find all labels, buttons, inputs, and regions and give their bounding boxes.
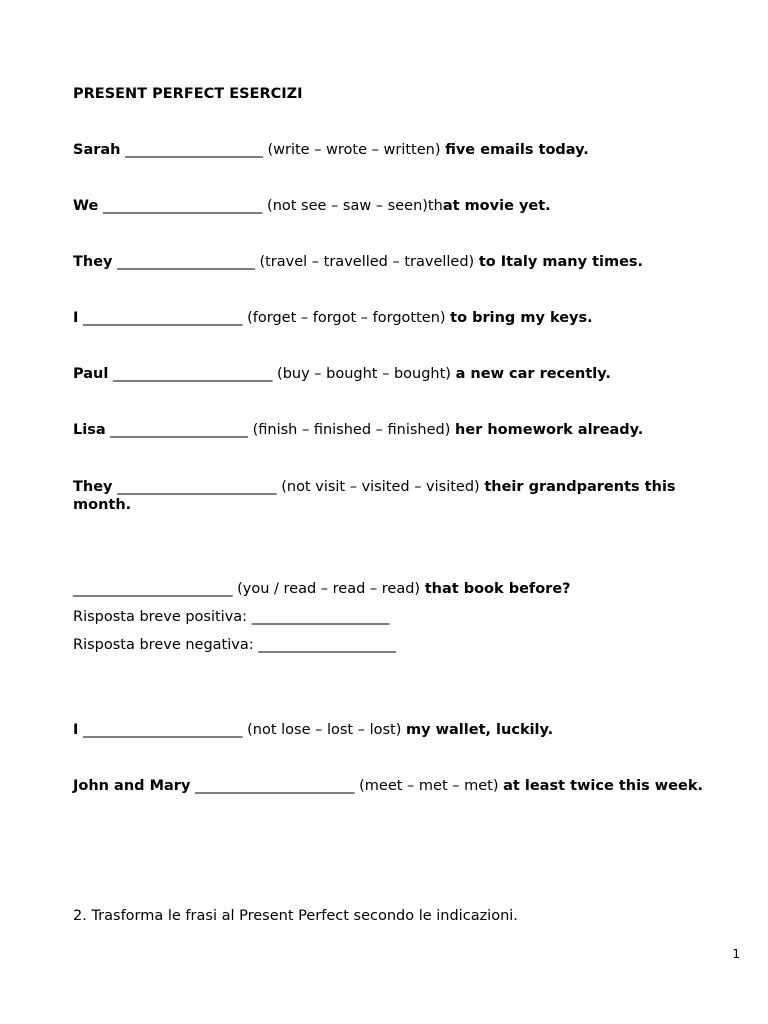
exercise-item [73, 253, 723, 271]
short-answer-positive [73, 608, 723, 626]
sentence-rest: at least twice this week. [503, 778, 703, 794]
short-answer-label: Risposta breve negativa: [73, 637, 254, 653]
answer-blank[interactable]: ______________________ [195, 778, 355, 794]
exercise-subject: Sarah [73, 142, 121, 158]
sentence-rest: at movie yet. [442, 198, 551, 214]
verb-forms: (finish – finished – finished) [252, 422, 451, 438]
answer-blank[interactable]: ___________________ [258, 637, 396, 653]
exercise-item [73, 197, 723, 215]
exercise-subject: I [73, 310, 79, 326]
verb-forms: (buy – bought – bought) [277, 366, 451, 382]
answer-blank[interactable]: ___________________ [125, 142, 263, 158]
sentence-rest: to Italy many times. [478, 254, 644, 270]
sentence-rest: five emails today. [445, 142, 589, 158]
exercise-item [73, 421, 723, 439]
exercise-subject: Paul [73, 366, 109, 382]
exercise-subject: We [73, 198, 99, 214]
question-item [73, 580, 723, 598]
answer-blank[interactable]: ___________________ [110, 422, 248, 438]
exercise-item [73, 721, 723, 739]
page-number: 1 [732, 947, 740, 961]
sentence-rest: their grandparents this month. [73, 479, 676, 513]
verb-forms: (not visit – visited – visited) [281, 479, 480, 495]
verb-forms: (travel – travelled – travelled) [259, 254, 475, 270]
exercise-subject: John and Mary [73, 778, 191, 794]
exercise-subject: Lisa [73, 422, 106, 438]
sentence-rest-plain: th [427, 198, 443, 214]
sentence-rest: that book before? [424, 581, 571, 597]
verb-forms: (you / read – read – read) [237, 581, 421, 597]
exercise-subject: They [73, 254, 113, 270]
short-answer-label: Risposta breve positiva: [73, 609, 248, 625]
exercise-item [73, 478, 723, 514]
exercise-subject: They [73, 479, 113, 495]
section-instruction: 2. Trasforma le frasi al Present Perfect secondo le indicazioni. [73, 908, 518, 924]
answer-blank[interactable]: ______________________ [73, 581, 233, 597]
verb-forms: (write – wrote – written) [267, 142, 441, 158]
sentence-rest: her homework already. [455, 422, 644, 438]
page-title: PRESENT PERFECT ESERCIZI [73, 86, 303, 102]
sentence-rest: a new car recently. [455, 366, 611, 382]
sentence-rest: to bring my keys. [450, 310, 593, 326]
answer-blank[interactable]: ___________________ [117, 254, 255, 270]
verb-forms: (forget – forgot – forgotten) [247, 310, 446, 326]
answer-blank[interactable]: ______________________ [102, 198, 263, 214]
answer-blank[interactable]: ______________________ [83, 722, 243, 738]
exercise-item [73, 777, 723, 795]
exercise-item [73, 309, 723, 327]
sentence-rest: my wallet, luckily. [406, 722, 554, 738]
exercise-item [73, 365, 723, 383]
answer-blank[interactable]: ______________________ [83, 310, 243, 326]
exercise-subject: I [73, 722, 79, 738]
verb-forms: (meet – met – met) [359, 778, 499, 794]
answer-blank[interactable]: ______________________ [117, 479, 277, 495]
exercise-item [73, 141, 723, 159]
verb-forms: (not see – saw – seen) [267, 198, 428, 214]
short-answer-negative [73, 636, 723, 654]
answer-blank[interactable]: ___________________ [251, 609, 390, 625]
answer-blank[interactable]: ______________________ [112, 366, 273, 382]
verb-forms: (not lose – lost – lost) [247, 722, 402, 738]
